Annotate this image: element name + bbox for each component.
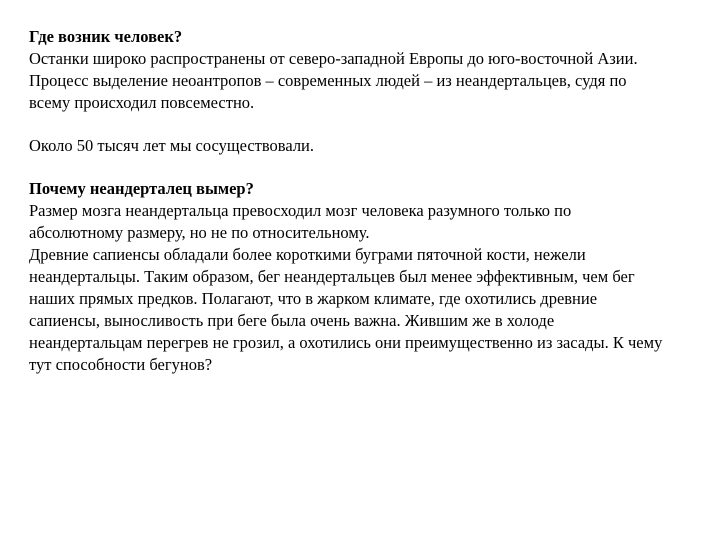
section-heading-extinction: Почему неандерталец вымер?	[29, 179, 254, 198]
slide-text-body	[29, 26, 669, 376]
spacer	[29, 157, 669, 178]
paragraph-coexistence: Около 50 тысяч лет мы сосуществовали.	[29, 136, 315, 155]
paragraph-brain-size: Размер мозга неандертальца превосходил мозг человека разумного только по абсолютному размеру, но не по относительному.	[29, 201, 572, 242]
paragraph-running: Древние сапиенсы обладали более короткими буграми пяточной кости, нежели неандертальцы. Таким образом, бег неандертальцев был менее эффективным, чем бег наших прямых предков. Полагают, что в жарком климате, где охотились древние сапиенсы, выносливость при беге была очень важна. Жившим же в холоде неандертальцам перегрев не грозил, а охотились они преимущественно из засады. К чему тут способности бегунов?	[29, 245, 663, 374]
spacer	[29, 114, 669, 135]
paragraph-remains: Останки широко распространены от северо-западной Европы до юго-восточной Азии. Процесс выделение неоантропов – современных людей – из неандертальцев, судя по всему происходил повсеместно.	[29, 49, 638, 112]
section-heading-origin: Где возник человек?	[29, 27, 183, 46]
